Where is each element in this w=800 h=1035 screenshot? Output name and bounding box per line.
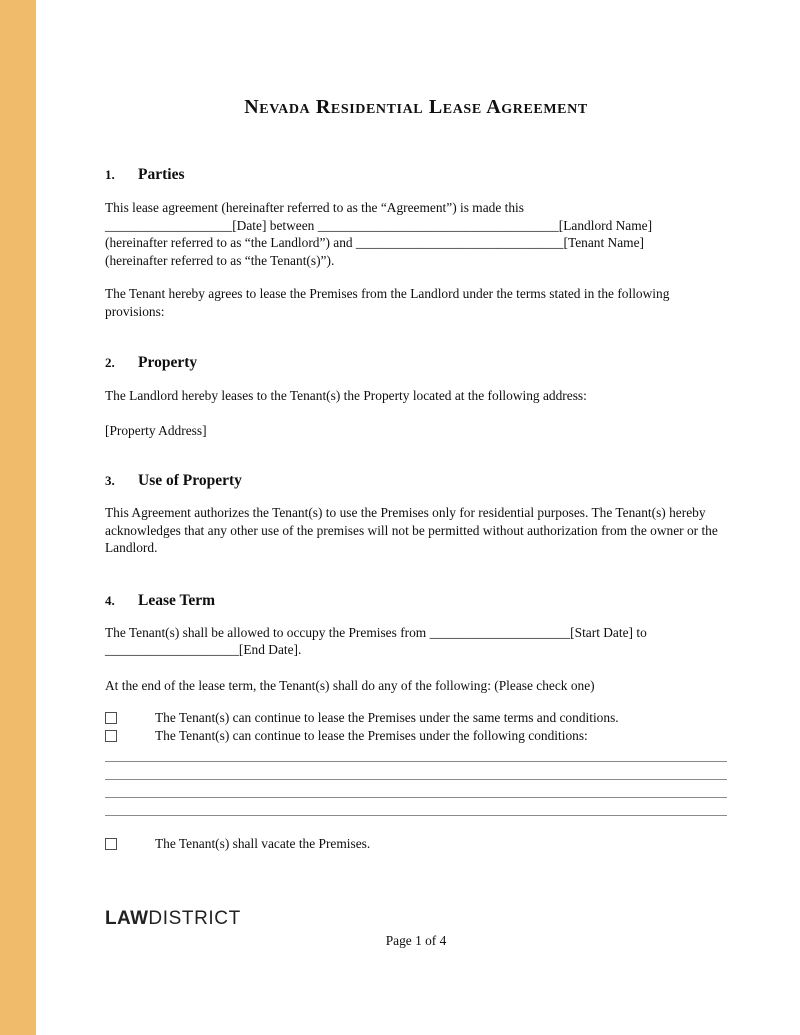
section-title: Lease Term (138, 591, 216, 609)
section-number: 4. (105, 592, 115, 608)
property-body: The Landlord hereby leases to the Tenant(s) the Property located at the following address: (105, 388, 587, 403)
lease-term-options (105, 709, 727, 744)
checkbox-same-terms[interactable] (105, 712, 117, 724)
logo-text-rest: DISTRICT (148, 907, 241, 929)
section-heading-property (105, 354, 727, 372)
section-number: 2. (105, 355, 115, 370)
option-row-following-conditions (105, 727, 727, 745)
conditions-writing-lines (105, 744, 727, 816)
document-title: Nevada Residential Lease Agreement (244, 96, 588, 118)
section-title: Parties (138, 166, 185, 183)
writing-line-1[interactable] (105, 744, 727, 762)
property-address-placeholder: [Property Address] (105, 422, 207, 438)
option-label: The Tenant(s) can continue to lease the Premises under the following conditions: (155, 727, 588, 743)
writing-line-4[interactable] (105, 798, 727, 816)
section-title: Use of Property (138, 472, 242, 489)
document-page (105, 0, 727, 949)
section-heading-lease-term (105, 592, 727, 610)
section-number: 1. (105, 167, 115, 182)
writing-line-3[interactable] (105, 780, 727, 798)
left-accent-band (0, 0, 36, 1035)
lease-term-check-one-instruction: At the end of the lease term, the Tenant(s) shall do any of the following: (Please check one) (105, 677, 595, 693)
parties-paragraph-1 (105, 199, 727, 269)
section-title: Property (138, 354, 198, 371)
page-number: Page 1 of 4 (385, 932, 447, 948)
use-of-property-body: This Agreement authorizes the Tenant(s) to use the Premises only for residential purposes. The Tenant(s) hereby acknowledges that any other use of the premises will not be permitted without authorization from the owner or the Landlord. (105, 505, 718, 555)
option-label: The Tenant(s) shall vacate the Premises. (155, 836, 371, 851)
lawdistrict-logo (105, 909, 727, 929)
parties-paragraph-2: The Tenant hereby agrees to lease the Premises from the Landlord under the terms stated in the following provisions: (105, 286, 670, 319)
checkbox-vacate[interactable] (105, 838, 117, 850)
section-heading-parties (105, 166, 727, 184)
option-row-vacate (105, 835, 727, 853)
paragraph-line: (hereinafter referred to as “the Tenant(s)”). (105, 252, 335, 268)
section-number: 3. (105, 473, 115, 488)
paragraph-line-date-landlord-blanks: ___________________[Date] between ____________________________________[Landlord Name] (105, 217, 653, 233)
option-label: The Tenant(s) can continue to lease the Premises under the same terms and conditions. (155, 710, 619, 725)
lease-term-paragraph-1 (105, 624, 727, 659)
paragraph-line-start-date-blank: The Tenant(s) shall be allowed to occupy the Premises from _____________________[Start Date] to (105, 624, 647, 640)
writing-line-2[interactable] (105, 762, 727, 780)
paragraph-line-end-date-blank: ____________________[End Date]. (105, 642, 302, 657)
section-heading-use-of-property (105, 472, 727, 490)
logo-text-bold: LAW (105, 907, 149, 929)
checkbox-following-conditions[interactable] (105, 730, 117, 742)
paragraph-line: This lease agreement (hereinafter referred to as the “Agreement”) is made this (105, 200, 524, 215)
option-row-same-terms (105, 709, 727, 727)
paragraph-line-tenant-blank: (hereinafter referred to as “the Landlord”) and _______________________________[Tenant Name] (105, 235, 644, 250)
